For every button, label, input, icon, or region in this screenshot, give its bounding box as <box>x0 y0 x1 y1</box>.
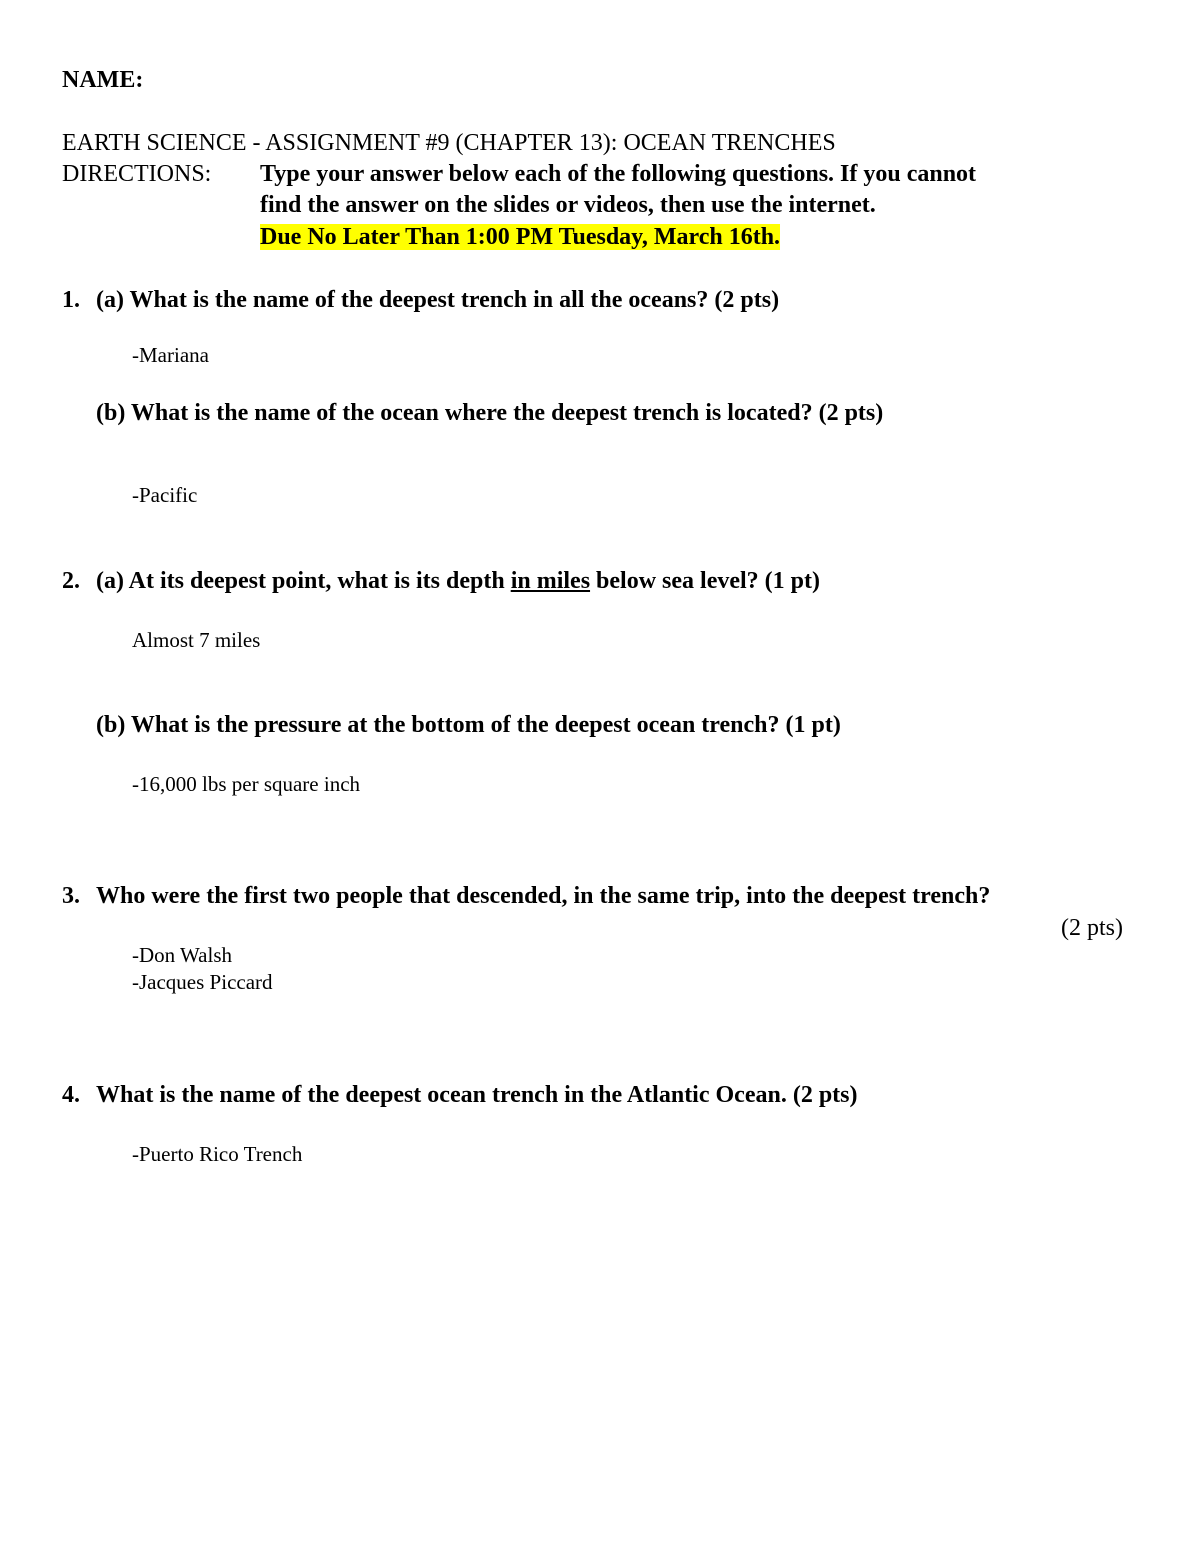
underlined-phrase: in miles <box>510 568 591 594</box>
due-date <box>260 225 780 249</box>
directions-line-1: Type your answer below each of the following questions. If you cannot <box>260 161 977 187</box>
question-number: 4. <box>62 1082 80 1108</box>
question-3-points: (2 pts) <box>1061 915 1123 941</box>
assignment-title: EARTH SCIENCE - ASSIGNMENT #9 (CHAPTER 13): OCEAN TRENCHES <box>62 130 836 156</box>
answer-2b: -16,000 lbs per square inch <box>132 772 361 796</box>
question-1b: (b) What is the name of the ocean where the deepest trench is located? (2 pts) <box>96 400 884 426</box>
question-2a <box>62 569 820 593</box>
question-number: 2. <box>62 568 80 594</box>
answer-1a: -Mariana <box>132 343 209 367</box>
question-text-after: below sea level? (1 pt) <box>590 568 821 594</box>
question-text: Who were the first two people that descended, in the same trip, into the deepest trench? <box>96 883 991 909</box>
question-3 <box>62 884 990 908</box>
directions-line-2: find the answer on the slides or videos, then use the internet. <box>260 192 876 218</box>
due-date-highlight: Due No Later Than 1:00 PM Tuesday, March 16th. <box>260 224 781 250</box>
question-number: 1. <box>62 287 80 313</box>
name-label: NAME: <box>62 67 144 93</box>
directions-label: DIRECTIONS: <box>62 161 212 187</box>
question-text-before: (a) At its deepest point, what is its depth <box>96 568 511 594</box>
question-1a <box>62 288 779 312</box>
question-text: (a) What is the name of the deepest trench in all the oceans? (2 pts) <box>96 287 780 313</box>
answer-2a: Almost 7 miles <box>132 628 261 652</box>
question-4 <box>62 1083 857 1107</box>
question-2b: (b) What is the pressure at the bottom of the deepest ocean trench? (1 pt) <box>96 712 841 738</box>
answer-3-line-1: -Don Walsh <box>132 943 232 967</box>
answer-4: -Puerto Rico Trench <box>132 1142 303 1166</box>
answer-1b: -Pacific <box>132 483 198 507</box>
question-number: 3. <box>62 883 80 909</box>
question-text: What is the name of the deepest ocean trench in the Atlantic Ocean. (2 pts) <box>96 1082 858 1108</box>
answer-3-line-2: -Jacques Piccard <box>132 970 273 994</box>
